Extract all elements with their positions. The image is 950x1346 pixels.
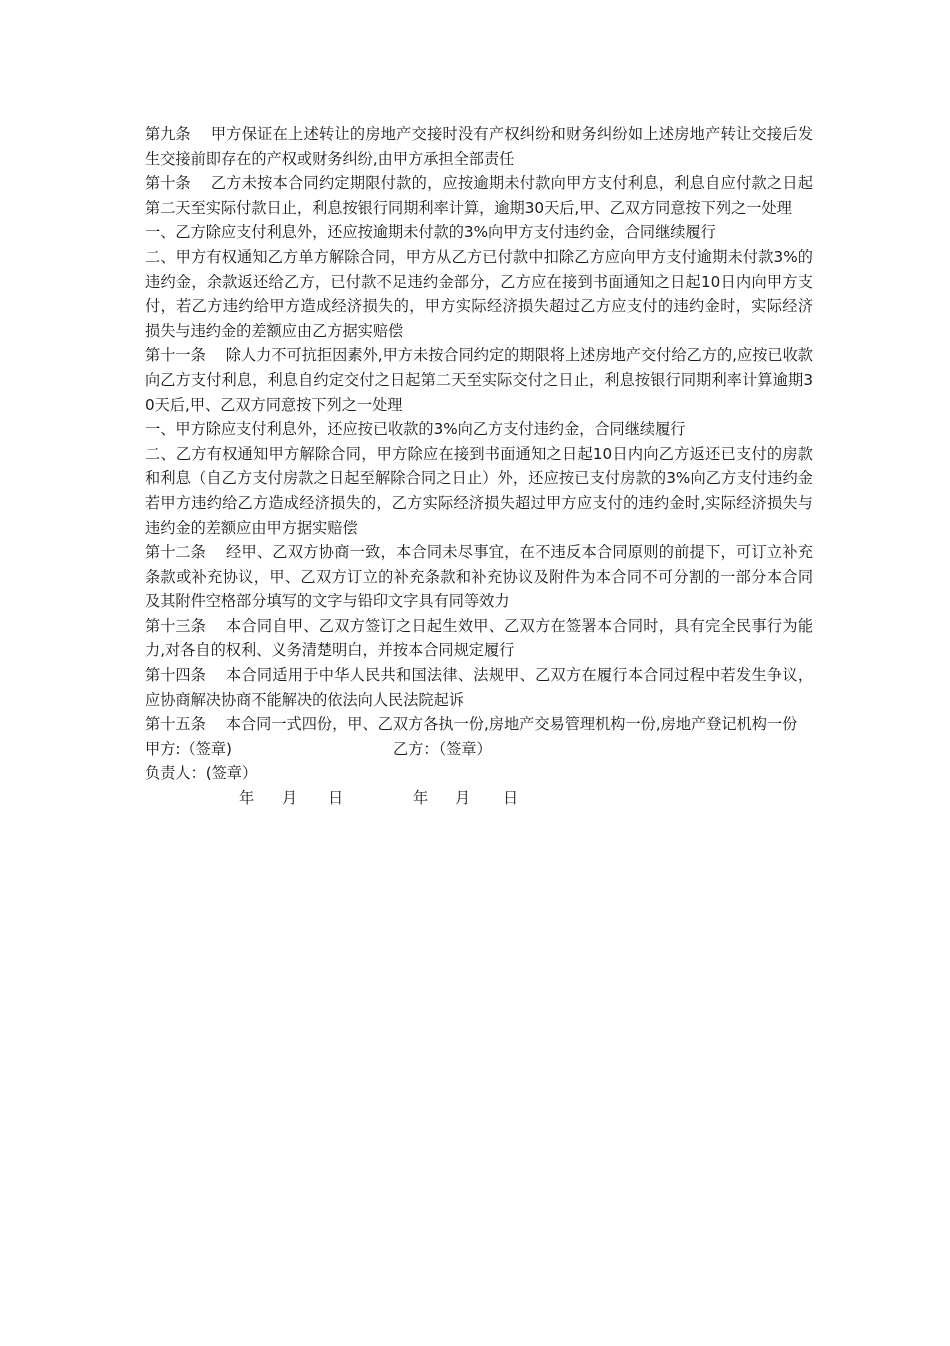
- article-12: [145, 540, 813, 614]
- party-a-date-month: 月: [282, 789, 298, 808]
- article-text: 甲方保证在上述转让的房地产交接时没有产权纠纷和财务纠纷如上述房地产转让交接后发生交接前即存在的产权或财务纠纷,由甲方承担全部责任: [145, 125, 813, 168]
- party-b-date-month: 月: [455, 789, 471, 808]
- article-number: 第十条: [145, 174, 191, 193]
- article-14: [145, 663, 813, 712]
- article-text: 本合同自甲、乙双方签订之日起生效甲、乙双方在签署本合同时，具有完全民事行为能力,对各自的权利、义务清楚明白，并按本合同规定履行: [145, 616, 813, 660]
- article-15: [145, 712, 813, 737]
- article-number: 第十五条: [145, 715, 206, 734]
- party-b-date-day: 日: [503, 789, 519, 808]
- signature-date-row: [145, 786, 813, 811]
- responsible-person-signature: 负责人：(签章）: [145, 764, 258, 783]
- article-number: 第十二条: [145, 543, 206, 562]
- article-number: 第十一条: [145, 346, 206, 365]
- article-10: [145, 171, 813, 220]
- party-a-date-year: 年: [239, 789, 255, 808]
- article-11-item-2: 二、乙方有权通知甲方解除合同，甲方除应在接到书面通知之日起10日内向乙方返还已支付的房款和利息（自乙方支付房款之日起至解除合同之日止）外，还应按已支付房款的3%向乙方支付违约金若甲方违约给乙方造成经济损失的，乙方实际经济损失超过甲方应支付的违约金时,实际经济损失与违约金的差额应由甲方据实赔偿: [145, 444, 813, 537]
- party-b-date-year: 年: [413, 789, 429, 808]
- article-text: 本合同一式四份，甲、乙双方各执一份,房地产交易管理机构一份,房地产登记机构一份: [225, 715, 798, 734]
- party-b-signature: 乙方：（签章）: [393, 739, 492, 758]
- contract-page: [145, 122, 813, 811]
- signature-parties-row: [145, 737, 813, 762]
- article-text: 除人力不可抗拒因素外,甲方未按合同约定的期限将上述房地产交付给乙方的,应按已收款向乙方支付利息，利息自约定交付之日起第二天至实际交付之日止，利息按银行同期利率计算逾期30天后,甲、乙双方同意按下列之一处理: [145, 346, 813, 414]
- article-text: 本合同适用于中华人民共和国法律、法规甲、乙双方在履行本合同过程中若发生争议，应协商解决协商不能解决的依法向人民法院起诉: [145, 666, 813, 709]
- article-13: [145, 614, 813, 663]
- article-text: 乙方未按本合同约定期限付款的，应按逾期未付款向甲方支付利息，利息自应付款之日起第二天至实际付款日止，利息按银行同期利率计算，逾期30天后,甲、乙双方同意按下列之一处理: [145, 174, 813, 217]
- article-10-item-1: 一、乙方除应支付利息外，还应按逾期未付款的3%向甲方支付违约金，合同继续履行: [145, 223, 716, 242]
- article-10-item-2: 二、甲方有权通知乙方单方解除合同，甲方从乙方已付款中扣除乙方应向甲方支付逾期未付款3%的违约金，余款返还给乙方，已付款不足违约金部分，乙方应在接到书面通知之日起10日内向甲方支付，若乙方违约给甲方造成经济损失的，甲方实际经济损失超过乙方应支付的违约金时，实际经济损失与违约金的差额应由乙方据实赔偿: [145, 247, 813, 340]
- article-number: 第十四条: [145, 666, 206, 685]
- article-text: 经甲、乙双方协商一致，本合同未尽事宜，在不违反本合同原则的前提下，可订立补充条款或补充协议，甲、乙双方订立的补充条款和补充协议及附件为本合同不可分割的一部分本合同及其附件空格部分填写的文字与铅印文字具有同等效力: [145, 543, 813, 611]
- responsible-person-row: [145, 761, 813, 786]
- party-a-date-day: 日: [328, 789, 344, 808]
- article-9: [145, 122, 813, 171]
- party-a-signature: 甲方:（签章): [145, 739, 232, 758]
- article-11: [145, 343, 813, 417]
- article-11-item-1: 一、甲方除应支付利息外，还应按已收款的3%向乙方支付违约金，合同继续履行: [145, 420, 686, 439]
- article-number: 第九条: [145, 125, 191, 143]
- article-number: 第十三条: [145, 616, 206, 635]
